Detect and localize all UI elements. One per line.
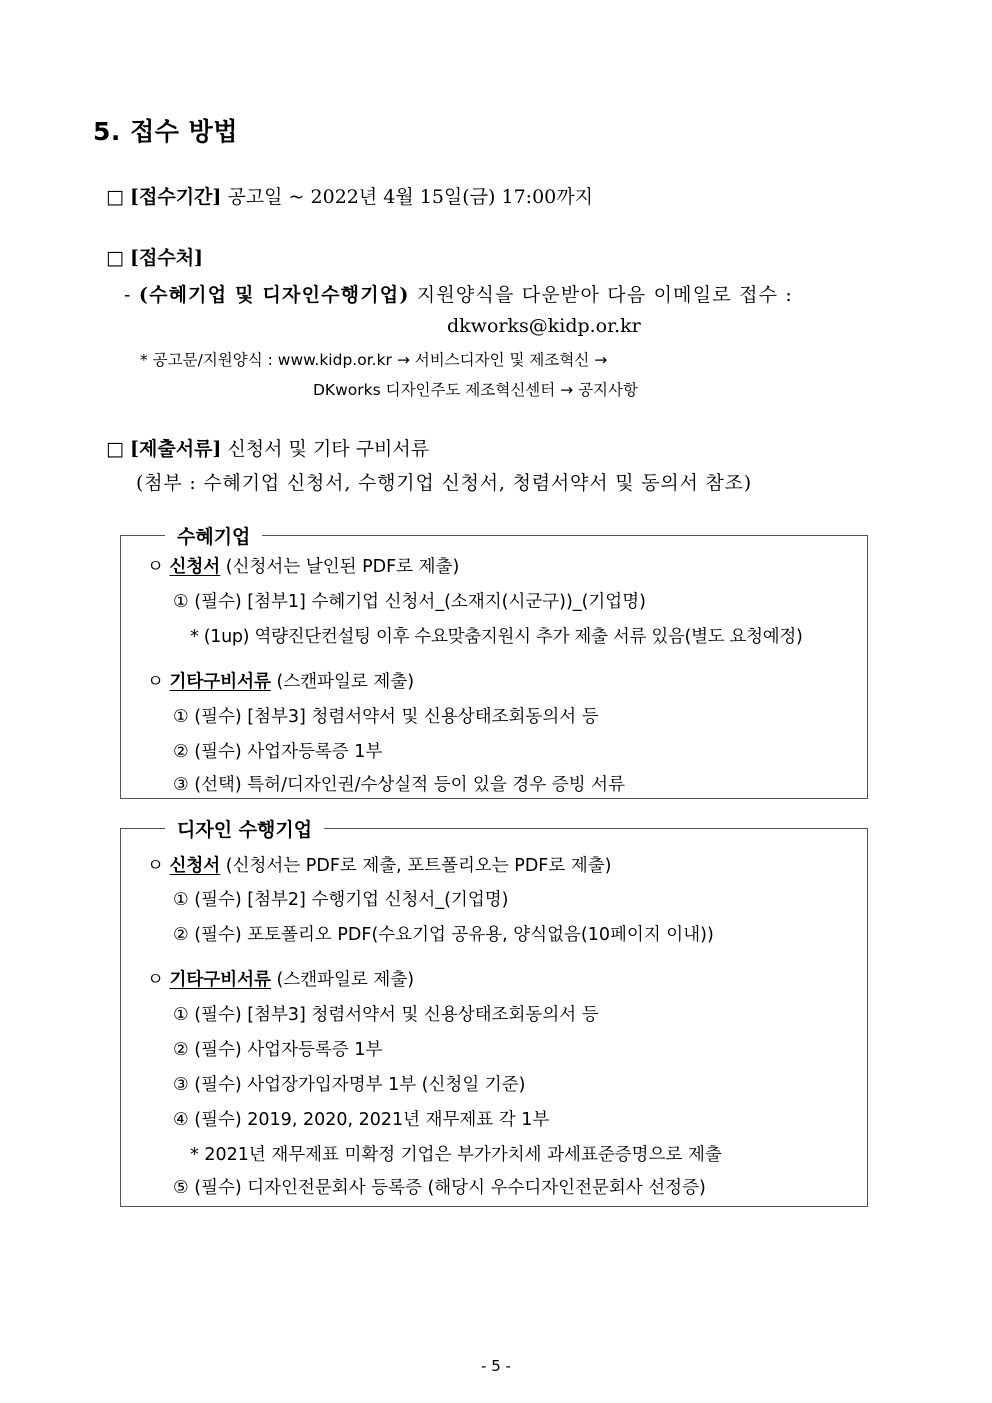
- beneficiary-legend: 수혜기업: [165, 522, 262, 549]
- app-note: (신청서는 날인된 PDF로 제출): [225, 557, 460, 577]
- bullet: ㅇ: [147, 557, 164, 577]
- period-label: [접수기간]: [130, 186, 222, 208]
- list-item: ② (필수) 사업자등록증 1부: [173, 742, 383, 762]
- footnote: * 2021년 재무제표 미확정 기업은 부가가치세 과세표준증명으로 제출: [190, 1145, 722, 1165]
- destination-text: 지원양식을 다운받아 다음 이메일로 접수 :: [416, 284, 794, 306]
- documents-text: 신청서 및 기타 구비서류: [227, 438, 430, 460]
- section-title: 5. 접수 방법: [93, 117, 238, 146]
- destination-row: [106, 243, 203, 270]
- bullet: ㅇ: [147, 672, 164, 692]
- etc-note: (스캔파일로 제출): [276, 672, 415, 692]
- list-item: ① (필수) [첨부2] 수행기업 신청서_(기업명): [173, 890, 509, 910]
- period-row: [106, 182, 593, 209]
- etc-title: 기타구비서류: [169, 672, 271, 692]
- destination-note-1: * 공고문/지원양식 : www.kidp.or.kr → 서비스디자인 및 제조혁신 →: [140, 351, 608, 369]
- period-text: 공고일 ~ 2022년 4월 15일(금) 17:00까지: [227, 186, 593, 208]
- list-item: ④ (필수) 2019, 2020, 2021년 재무제표 각 1부: [173, 1110, 550, 1130]
- checkbox-icon: □: [106, 247, 124, 269]
- page-number: - 5 -: [481, 1357, 511, 1375]
- etc-title: 기타구비서류: [169, 970, 271, 990]
- documents-attachment: (첨부 : 수혜기업 신청서, 수행기업 신청서, 청렴서약서 및 동의서 참조): [136, 472, 753, 494]
- app-note: (신청서는 PDF로 제출, 포트폴리오는 PDF로 제출): [225, 856, 612, 876]
- designer-etc-heading: [147, 966, 414, 991]
- destination-label: [접수처]: [130, 247, 204, 269]
- list-item: ① (필수) [첨부1] 수혜기업 신청서_(소재지(시군구))_(기업명): [173, 592, 646, 612]
- app-title: 신청서: [169, 856, 221, 876]
- destination-line: [124, 280, 793, 307]
- designer-legend: 디자인 수행기업: [165, 815, 324, 842]
- beneficiary-app-heading: [147, 553, 459, 578]
- list-item: ③ (선택) 특허/디자인권/수상실적 등이 있을 경우 증빙 서류: [173, 775, 625, 795]
- documents-label: [제출서류]: [130, 438, 222, 460]
- destination-bold: (수혜기업 및 디자인수행기업): [138, 284, 410, 306]
- checkbox-icon: □: [106, 186, 124, 208]
- list-item: ⑤ (필수) 디자인전문회사 등록증 (해당시 우수디자인전문회사 선정증): [173, 1178, 706, 1198]
- documents-row: [106, 434, 429, 461]
- list-item: ② (필수) 포토폴리오 PDF(수요기업 공유용, 양식없음(10페이지 이내)): [173, 925, 714, 945]
- email-address: dkworks@kidp.or.kr: [447, 315, 641, 337]
- list-item: ① (필수) [첨부3] 청렴서약서 및 신용상태조회동의서 등: [173, 707, 599, 727]
- list-item: ① (필수) [첨부3] 청렴서약서 및 신용상태조회동의서 등: [173, 1005, 599, 1025]
- app-title: 신청서: [169, 557, 221, 577]
- designer-app-heading: [147, 852, 611, 877]
- beneficiary-etc-heading: [147, 668, 414, 693]
- footnote: * (1up) 역량진단컨설팅 이후 수요맞춤지원시 추가 제출 서류 있음(별도 요청예정): [190, 627, 803, 647]
- bullet: ㅇ: [147, 856, 164, 876]
- checkbox-icon: □: [106, 438, 124, 460]
- bullet: ㅇ: [147, 970, 164, 990]
- list-item: ③ (필수) 사업장가입자명부 1부 (신청일 기준): [173, 1075, 526, 1095]
- dash: -: [124, 284, 132, 306]
- destination-note-2: DKworks 디자인주도 제조혁신센터 → 공지사항: [313, 381, 638, 399]
- list-item: ② (필수) 사업자등록증 1부: [173, 1040, 383, 1060]
- etc-note: (스캔파일로 제출): [276, 970, 415, 990]
